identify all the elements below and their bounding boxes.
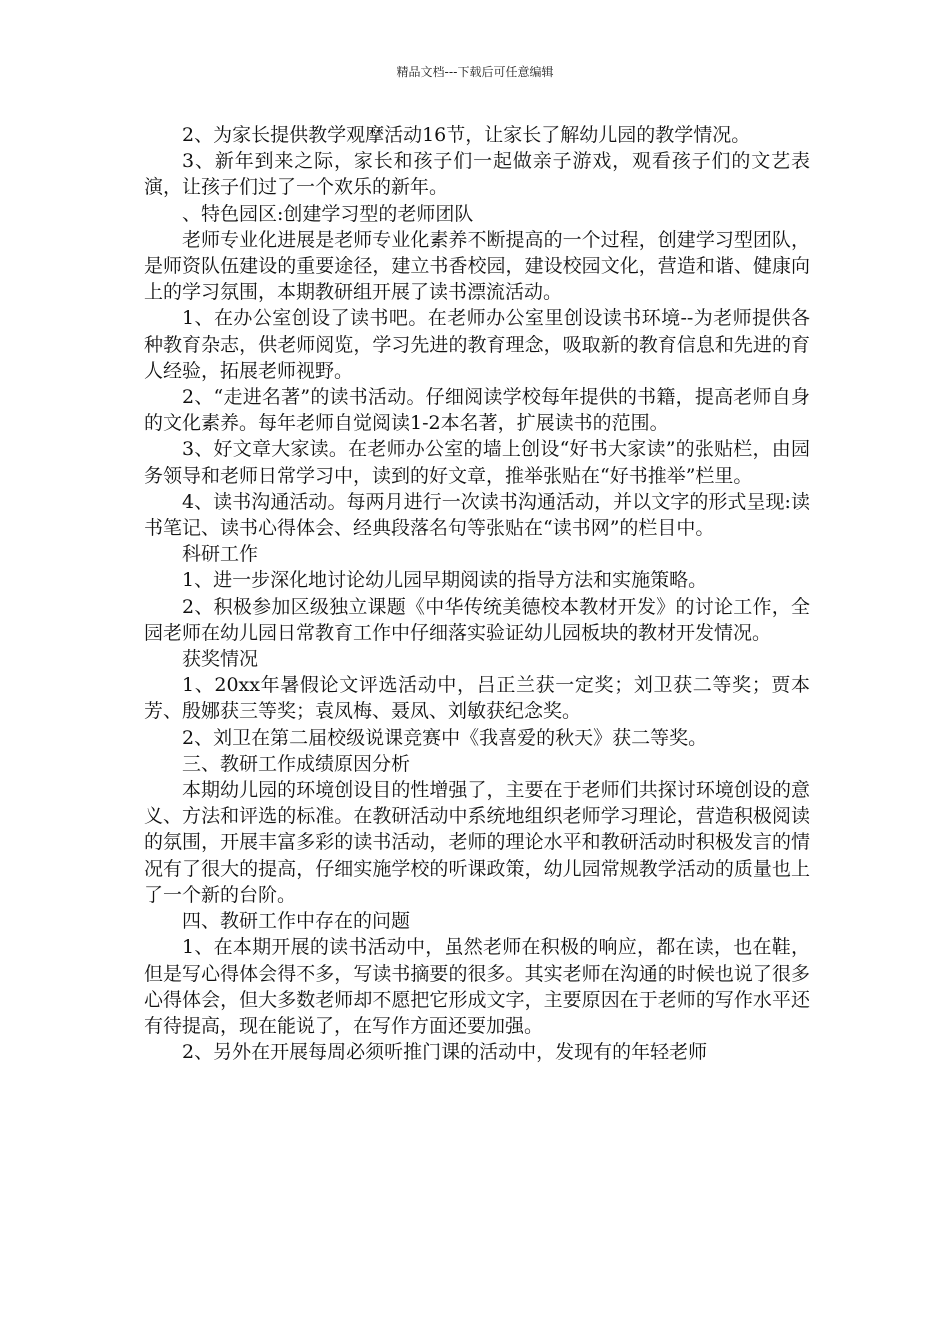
paragraph-new-year-activity: 3、新年到来之际，家长和孩子们一起做亲子游戏，观看孩子们的文艺表演，让孩子们过了一个欢乐的新年。 <box>144 150 810 199</box>
paragraph-awards-1: 1、20xx年暑假论文评选活动中，吕正兰获一定奖；刘卫获二等奖；贾本芳、殷娜获三等奖；袁凤梅、聂凤、刘敏获纪念奖。 <box>144 674 810 723</box>
heading-research-work: 科研工作 <box>182 543 259 566</box>
document-body <box>144 122 810 1065</box>
heading-problems: 四、教研工作中存在的问题 <box>182 910 411 933</box>
paragraph-problems-2: 2、另外在开展每周必须听推门课的活动中，发现有的年轻老师 <box>182 1041 708 1064</box>
paragraph-learning-team: 老师专业化进展是老师专业化素养不断提高的一个过程，创建学习型团队，是师资队伍建设的重要途径，建立书香校园，建设校园文化，营造和谐、健康向上的学习氛围，本期教研组开展了读书漂流活动。 <box>144 228 810 304</box>
heading-awards: 获奖情况 <box>182 648 259 671</box>
paragraph-research-2: 2、积极参加区级独立课题《中华传统美德校本教材开发》的讨论工作，全园老师在幼儿园日常教育工作中仔细落实验证幼儿园板块的教材开发情况。 <box>144 595 810 644</box>
paragraph-awards-2: 2、刘卫在第二届校级说课竞赛中《我喜爱的秋天》获二等奖。 <box>182 726 708 749</box>
paragraph-reading-exchange: 4、读书沟通活动。每两月进行一次读书沟通活动，并以文字的形式呈现:读书笔记、读书心得体会、经典段落名句等张贴在“读书网”的栏目中。 <box>144 490 810 540</box>
heading-analysis: 三、教研工作成绩原因分析 <box>182 752 411 775</box>
paragraph-parent-observation: 2、为家长提供教学观摩活动16节，让家长了解幼儿园的教学情况。 <box>182 124 751 146</box>
paragraph-problems-1: 1、在本期开展的读书活动中，虽然老师在积极的响应，都在读，也在鞋，但是写心得体会得不多，写读书摘要的很多。其实老师在沟通的时候也说了很多心得体会，但大多数老师却不愿把它形成文字，主要原因在于老师的写作水平还有待提高，现在能说了，在写作方面还要加强。 <box>144 936 810 1037</box>
page-header: 精品文档---下载后可任意编辑 <box>396 65 554 79</box>
paragraph-research-1: 1、进一步深化地讨论幼儿园早期阅读的指导方法和实施策略。 <box>182 569 708 592</box>
paragraph-classics-reading: 2、“走进名著”的读书活动。仔细阅读学校每年提供的书籍，提高老师自身的文化素养。每年老师自觉阅读1-2本名著，扩展读书的范围。 <box>144 386 810 435</box>
paragraph-analysis: 本期幼儿园的环境创设目的性增强了，主要在于老师们共探讨环境创设的意义、方法和评选的标准。在教研活动中系统地组织老师学习理论，营造积极阅读的氛围，开展丰富多彩的读书活动，老师的理论水平和教研活动时积极发言的情况有了很大的提高，仔细实施学校的听课政策，幼儿园常规教学活动的质量也上了一个新的台阶。 <box>144 779 810 906</box>
paragraph-good-articles: 3、好文章大家读。在老师办公室的墙上创设“好书大家读”的张贴栏，由园务领导和老师日常学习中，读到的好文章，推举张贴在“好书推举”栏里。 <box>144 438 810 487</box>
heading-featured-campus: 、特色园区:创建学习型的老师团队 <box>182 202 474 225</box>
paragraph-reading-bar: 1、在办公室创设了读书吧。在老师办公室里创设读书环境--为老师提供各种教育杂志，供老师阅览，学习先进的教育理念，吸取新的教育信息和先进的育人经验，拓展老师视野。 <box>144 307 810 382</box>
